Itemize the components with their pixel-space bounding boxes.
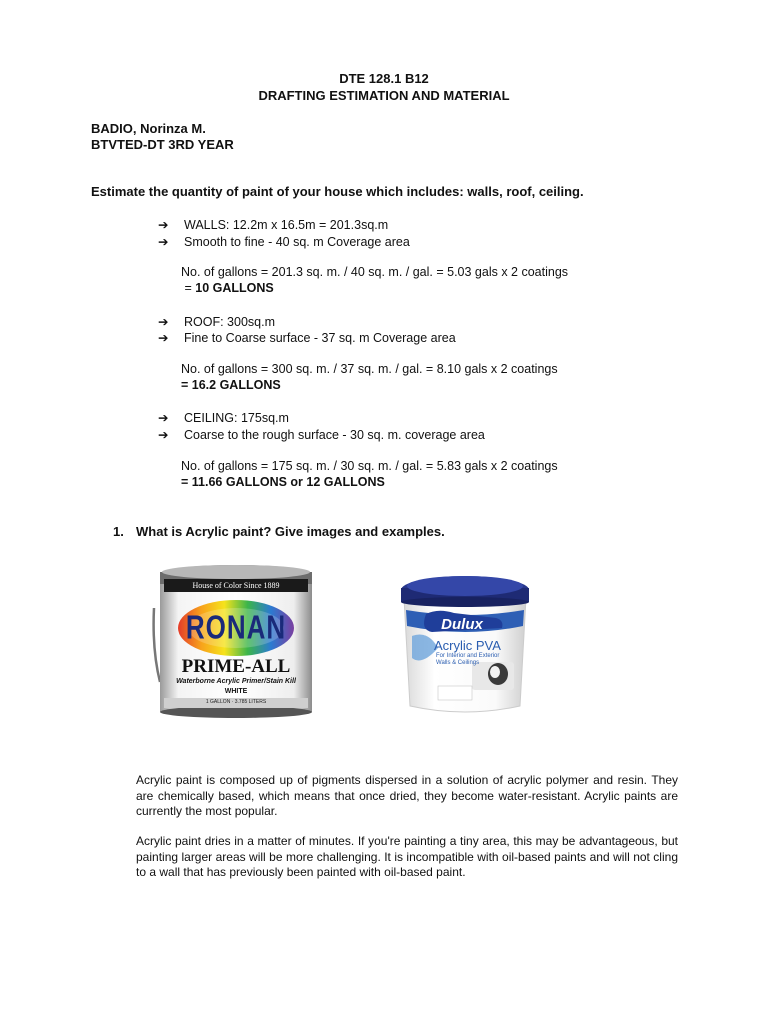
dulux-brand: Dulux (441, 616, 483, 633)
ceiling-item (158, 410, 289, 425)
ronan-paint-can-image (150, 562, 322, 720)
walls-calculation: No. of gallons = 201.3 sq. m. / 40 sq. m. / gal. = 5.03 gals x 2 coatings (181, 265, 569, 279)
arrow-icon: ➔ (158, 235, 169, 249)
walls-coverage-item (158, 234, 410, 249)
walls-dimension: WALLS: 12.2m x 16.5m = 201.3sq.m (184, 218, 389, 232)
ceiling-result: = 11.66 GALLONS or 12 GALLONS (181, 475, 385, 489)
walls-item (158, 217, 388, 232)
walls-result-prefix: = (181, 281, 196, 295)
roof-area: ROOF: 300sq.m (184, 315, 275, 329)
student-name: BADIO, Norinza M. (91, 121, 206, 136)
roof-result: = 16.2 GALLONS (181, 378, 281, 392)
ceiling-calculation: No. of gallons = 175 sq. m. / 30 sq. m. / gal. = 5.83 gals x 2 coatings (181, 459, 558, 473)
ronan-tagline: House of Color Since 1889 (192, 581, 280, 590)
arrow-icon: ➔ (158, 411, 169, 425)
roof-item (158, 314, 275, 329)
ronan-brand: RONAN (185, 607, 287, 647)
dulux-product: Acrylic PVA (434, 638, 501, 653)
course-code: DTE 128.1 B12 (339, 71, 429, 86)
ceiling-area: CEILING: 175sq.m (184, 411, 289, 425)
ceiling-coverage: Coarse to the rough surface - 30 sq. m. coverage area (184, 428, 485, 442)
roof-calculation: No. of gallons = 300 sq. m. / 37 sq. m. / gal. = 8.10 gals x 2 coatings (181, 362, 558, 376)
walls-result: 10 GALLONS (195, 281, 274, 295)
ronan-size: 1 GALLON · 3.785 LITERS (205, 699, 267, 705)
roof-coverage-item (158, 330, 456, 345)
question-text: What is Acrylic paint? Give images and examples. (136, 524, 445, 539)
dulux-subtitle: For Interior and Exterior Walls & Ceilings (436, 653, 500, 666)
ronan-product: PRIME-ALL (181, 656, 291, 677)
paragraph-drying: Acrylic paint dries in a matter of minutes. If you're painting a tiny area, this may be advantageous, but painting larger areas will be more challenging. It is incompatible with oil-based paints and will not cling to a wall that has previously been painted with oil-based paint. (136, 834, 678, 879)
arrow-icon: ➔ (158, 428, 169, 442)
ceiling-coverage-item (158, 427, 485, 442)
task-statement: Estimate the quantity of paint of your house which includes: walls, roof, ceiling. (91, 184, 584, 199)
document-title: DRAFTING ESTIMATION AND MATERIAL (258, 88, 510, 103)
question-number: 1. (113, 524, 124, 539)
arrow-icon: ➔ (158, 331, 169, 345)
dulux-paint-tub-image (398, 568, 532, 718)
arrow-icon: ➔ (158, 315, 169, 329)
roof-coverage: Fine to Coarse surface - 37 sq. m Coverage area (184, 331, 456, 345)
ronan-subtitle: Waterborne Acrylic Primer/Stain Kill (176, 678, 296, 685)
ronan-color: WHITE (224, 688, 248, 695)
student-program: BTVTED-DT 3RD YEAR (91, 137, 234, 152)
arrow-icon: ➔ (158, 218, 169, 232)
paragraph-definition: Acrylic paint is composed up of pigments dispersed in a solution of acrylic polymer and resin. They are chemically based, which means that once dried, they become water-resistant. Acrylic paints are currently the most popular. (136, 773, 678, 818)
walls-result-line (181, 281, 274, 295)
walls-coverage: Smooth to fine - 40 sq. m Coverage area (184, 235, 410, 249)
